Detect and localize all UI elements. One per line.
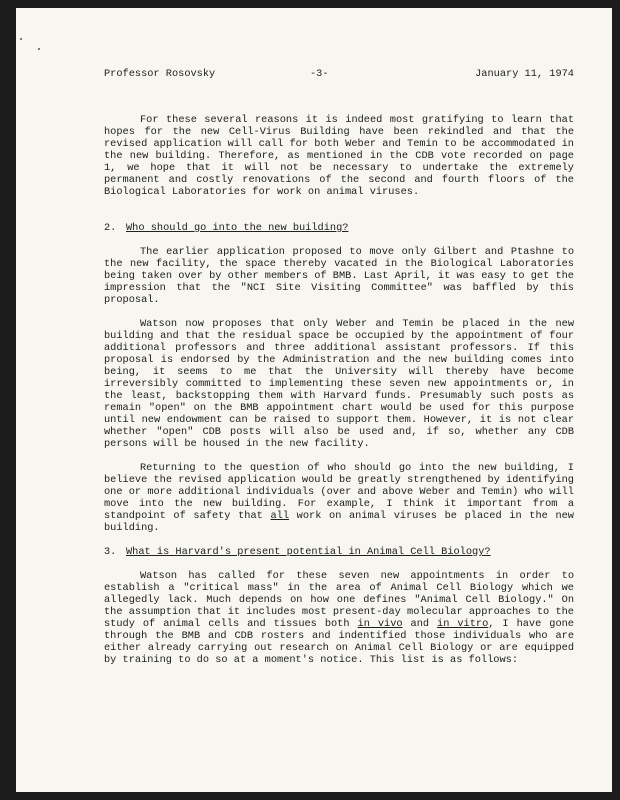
paragraph-1: For these several reasons it is indeed most gratifying to learn that hopes for the new Cell-Virus Building have been rekindled and that the revised application will call for both Weber and Temin to be accommodated in the new building. Therefore, as mentioned in the CDB vote recorded on page 1, we hope that it will not be necessary to undertake the extremely permanent and costly renovations of the second and fourth floors of the Biological Laboratories for work on animal viruses. xyxy=(104,114,574,198)
page-number: -3- xyxy=(310,68,329,80)
section-2-heading xyxy=(104,222,574,234)
section-title: What is Harvard's present potential in Animal Cell Biology? xyxy=(126,546,491,558)
emphasis-in-vitro: in vitro xyxy=(437,618,489,630)
header-date: January 11, 1974 xyxy=(475,68,574,80)
emphasis-in-vivo: in vivo xyxy=(357,618,403,630)
scan-speck xyxy=(38,48,40,50)
paragraph-4: Returning to the question of who should go into the new building, I believe the revised application would be greatly strengthened by identifying one or more additional individuals (over and above Weber and Temin) who will move into the new building. For example, I think it important from a standpoint of safety that all work on animal viruses be placed in the new building. xyxy=(104,462,574,534)
section-title: Who should go into the new building? xyxy=(126,222,349,234)
header-recipient: Professor Rosovsky xyxy=(104,68,216,80)
paragraph-3: Watson now proposes that only Weber and Temin be placed in the new building and that the residual space be occupied by the appointment of four additional professors and three additional assistant professors. If this proposal is endorsed by the Administration and the new building comes into being, it seems to me that the University will thereby have become irreversibly committed to implementing these seven new appointments or, in the least, backstopping them with Harvard funds. Presumably such posts as remain "open" on the BMB appointment chart would be used for this purpose until new endowment can be raised to support them. However, it is not clear whether "open" CDB posts will also be used and, if so, whether any CDB persons will be housed in the new facility. xyxy=(104,318,574,450)
page-header xyxy=(104,68,574,80)
section-number: 2. xyxy=(104,222,117,234)
scan-speck xyxy=(20,38,22,40)
letter-body xyxy=(104,68,574,678)
section-3-heading xyxy=(104,546,574,558)
emphasis-all: all xyxy=(270,510,290,522)
section-number: 3. xyxy=(104,546,117,558)
document-page xyxy=(16,8,612,792)
paragraph-5: Watson has called for these seven new appointments in order to establish a "critical mass" in the area of Animal Cell Biology which we allegedly lack. Much depends on how one defines "Animal Cell Biology." On the assumption that it includes most present-day molecular approaches to the study of animal cells and tissues both in vivo and in vitro, I have gone through the BMB and CDB rosters and indentified those individuals who are either already carrying out research on Animal Cell Biology or are equipped by training to do so at a moment's notice. This list is as follows: xyxy=(104,570,574,666)
paragraph-2: The earlier application proposed to move only Gilbert and Ptashne to the new facility, the space thereby vacated in the Biological Laboratories being taken over by other members of BMB. Last April, it was easy to get the impression that the "NCI Site Visiting Committee" was baffled by this proposal. xyxy=(104,246,574,306)
